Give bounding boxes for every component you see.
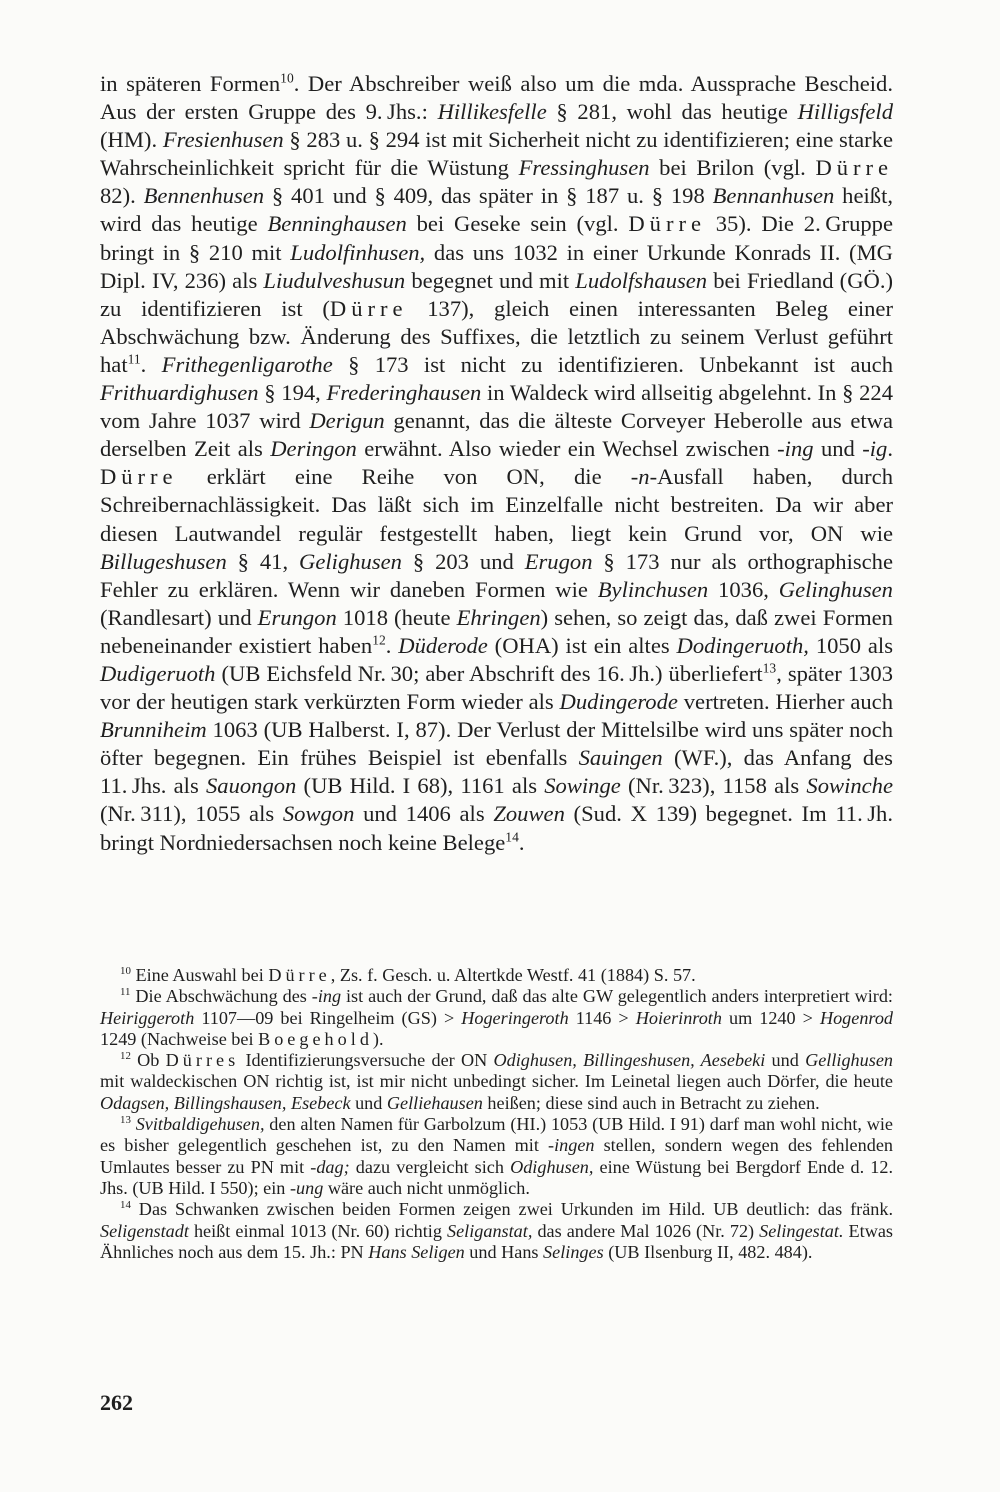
page-number: 262 bbox=[100, 1390, 133, 1415]
footnote-11: $^{11}$ Die Abschwächung des -ing ist auch der Grund, daß das alte GW gelegentlich anders interpretiert wird: Heiriggeroth 1107—09 bei Ringelheim (GS) > Hogeringeroth 1146 > Hoierinroth um 1240 > Hogenrod 1249 (Nachweise bei Boegehold). bbox=[100, 986, 894, 1049]
footnote-13: $^{13}$ Svitbaldigehusen, den alten Namen für Garbolzum (HI.) 1053 (UB Hild. I 91) darf man wohl nicht, wie es bisher gelegentlich geschehen ist, zu den Namen mit -ingen stellen, sondern wegen des fehlenden Umlautes besser zu PN mit -dag; dazu vergleicht sich Odighusen, eine Wüstung bei Bergdorf Ende d. 12. Jhs. (UB Hild. I 550); ein -ung wäre auch nicht unmöglich. bbox=[100, 1114, 893, 1198]
footnote-10: $^{10}$ Eine Auswahl bei Dürre, Zs. f. Gesch. u. Altertkde Westf. 41 (1884) S. 57. bbox=[120, 965, 696, 985]
footnote-14: $^{14}$ Das Schwanken zwischen beiden Formen zeigen zwei Urkunden im Hild. UB deutlich: das fränk. Seligenstadt heißt einmal 1013 (Nr. 60) richtig Seliganstat, das andere Mal 1026 (Nr. 72) Selingestat. Etwas Ähnliches noch aus dem 15. Jh.: PN Hans Seligen und Hans Selinges (UB Ilsenburg II, 482. 484). bbox=[100, 1199, 893, 1262]
main-text: in späteren Formen$^{10}$. Der Abschreiber weiß also um die mda. Aussprache Bescheid. Aus der ersten Gruppe des 9. Jhs.: Hillikesfelle § 281, wohl das heutige Hilligsfeld (HM). Fresienhusen § 283 u. § 294 ist mit Sicherheit nicht zu identifizieren; eine starke Wahrscheinlichkeit spricht für die Wüstung Fressinghusen bei Brilon (vgl. Dürre 82). Bennenhusen § 401 und § 409, das später in § 187 u. § 198 Bennanhusen heißt, wird das heutige Benninghausen bei Geseke sein (vgl. Dürre 35). Die 2. Gruppe bringt in § 210 mit Ludolfinhusen, das uns 1032 in einer Urkunde Konrads II. (MG Dipl. IV, 236) als Liudulveshusun begegnet und mit Ludolfshausen bei Friedland (GÖ.) zu identifizieren ist (Dürre 137), gleich einen interessanten Beleg einer Abschwächung bzw. Änderung des Suffixes, die letztlich zu seinem Verlust geführt hat$^{11}$. Frithegenligarothe § 173 ist nicht zu identifizieren. Unbekannt ist auch Frithuardighusen § 194, Frederinghausen in Waldeck wird allseitig abgelehnt. In § 224 vom Jahre 1037 wird Derigun genannt, das die älteste Corveyer Heberolle aus etwa derselben Zeit als Deringon erwähnt. Also wieder ein Wechsel zwischen -ing und -ig. Dürre erklärt eine Reihe von ON, die -n-Ausfall haben, durch Schreibernachlässigkeit. Das läßt sich im Einzelfalle nicht bestreiten. Da wir aber diesen Lautwandel regulär festgestellt haben, liegt kein Grund vor, ON wie Billugeshusen § 41, Gelighusen § 203 und Erugon § 173 nur als orthographische Fehler zu erklären. Wenn wir daneben Formen wie Bylinchusen 1036, Gelinghusen (Randlesart) und Erungon 1018 (heute Ehringen) sehen, so zeigt das, daß zwei Formen nebeneinander existiert haben$^{12}$. Düderode (OHA) ist ein altes Dodingeruoth, 1050 als Dudigeruoth (UB Eichsfeld Nr. 30; aber Abschrift des 16. Jh.) überliefert$^{13}$, später 1303 vor der heutigen stark verkürzten Form wieder als Dudingerode vertreten. Hierher auch Brunniheim 1063 (UB Halberst. I, 87). Der Verlust der Mittelsilbe wird uns später noch öfter begegnen. Ein frühes Beispiel ist ebenfalls Sauingen (WF.), das Anfang des 11. Jhs. als Sauongon (UB Hild. I 68), 1161 als Sowinge (Nr. 323), 1158 als Sowinche (Nr. 311), 1055 als Sowgon und 1406 als Zouwen (Sud. X 139) begegnet. Im 11. Jh. bringt Nordniedersachsen noch keine Belege$^{14}$. bbox=[100, 70, 894, 855]
footnotes bbox=[100, 965, 893, 1263]
footnote-12: $^{12}$ Ob Dürres Identifizierungsversuche der ON Odighusen, Billingeshusen, Aesebeki und Gellighusen mit waldeckischen ON richtig ist, ist mir nicht unbedingt sicher. Im Leinetal liegen auch Dörfer, die heute Odagsen, Billingshausen, Esebeck und Gelliehausen heißen; diese sind auch in Betracht zu ziehen. bbox=[100, 1050, 893, 1113]
